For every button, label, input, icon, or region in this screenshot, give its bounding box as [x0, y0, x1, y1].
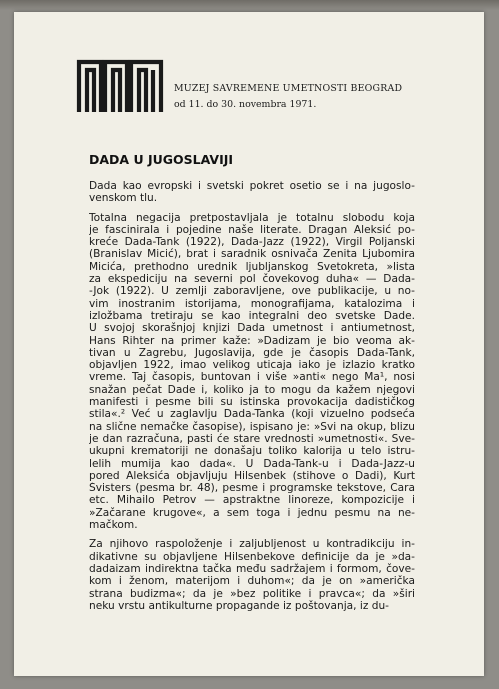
text-line: dikativne su objavljene Hilsenbekove definicije da je »da-	[89, 550, 415, 563]
background-shadow	[0, 0, 499, 10]
text-line: pored Aleksića objavljuju Hilsenbek (stihove o Dadi), Kurt	[89, 469, 415, 482]
text-line: Micića, prethodno urednik ljubljanskog Svetokreta, »lista	[89, 260, 415, 273]
text-line: stila«.² Već u zaglavlju Dada-Tanka (koji vizuelno podseća	[89, 408, 415, 421]
text-line: objavljen 1922, imao velikog uticaja iako je izlazio kratko	[89, 359, 415, 372]
text-line: neku vrstu antikulturne propagande iz poštovanja, iz du-	[89, 599, 390, 612]
text-line: Za njihovo raspoloženje i zaljubljenost u kontradikciju in-	[89, 538, 415, 551]
text-line: Totalna negacija pretpostavljala je totalnu slobodu koja	[89, 211, 415, 224]
text-line: kreće Dada-Tank (1922), Dada-Jazz (1922), Virgil Poljanski	[89, 236, 415, 249]
text-line: tivan u Zagrebu, Jugoslavija, gde je časopis Dada-Tank,	[89, 346, 415, 359]
museum-name: MUZEJ SAVREMENE UMETNOSTI BEOGRAD	[174, 83, 403, 94]
text-line: »Začarane krugove«, a sem toga i jednu pesmu na ne-	[89, 506, 415, 519]
document-title: DADA U JUGOSLAVIJI	[89, 152, 234, 167]
text-line: kom i ženom, materijom i duhom«; da je on »američka	[89, 575, 415, 588]
paragraph-gap	[89, 205, 415, 212]
text-line: etc. Mihailo Petrov — apstraktne linoreze, kompozicije i	[89, 494, 415, 507]
text-line: mačkom.	[89, 519, 138, 532]
text-line: Hans Rihter na primer kaže: »Dadizam je bio veoma ak-	[89, 334, 415, 347]
text-line: (Branislav Micić), brat i saradnik osnivača Zenita Ljubomira	[89, 248, 415, 261]
text-line: vreme. Taj časopis, buntovan i više »anti« nego Ma¹, nosi	[89, 371, 415, 384]
text-line: je dan razračuna, pasti će stare vrednosti »umetnosti«. Sve-	[89, 432, 415, 445]
text-line: za ekspediciju na severni pol čovekovog duha« — Dada-	[89, 273, 415, 286]
paragraph-gap	[89, 531, 415, 538]
text-line: izložbama tretiraju se kao integralni deo svetske Dade.	[89, 309, 415, 322]
text-line: vim inostranim istorijama, monografijama, katalozima i	[89, 297, 415, 310]
text-line: ukupni krematoriji ne donašaju toliko kalorija u telo istru-	[89, 445, 415, 458]
text-line: strana budizma«; da je »bez politike i pravca«; da »širi	[89, 587, 415, 600]
text-line: -Jok (1922). U zemlji zaboravljene, ove publikacije, u no-	[89, 285, 415, 298]
text-line: U svojoj skorašnjoj knjizi Dada umetnost i antiumetnost,	[89, 322, 415, 335]
text-line: Švisters (pesma br. 48), pesme i programske tekstove, Cara	[89, 482, 415, 495]
text-line: venskom tlu.	[89, 192, 158, 205]
museum-logo	[75, 56, 165, 114]
text-line: Dada kao evropski i svetski pokret osetio se i na jugoslo-	[89, 180, 415, 192]
text-line: snažan pečat Dade i, koliko ja to mogu da kažem njegovi	[89, 383, 415, 396]
text-line: na slične nemačke časopise), ispisano je: »Svi na okup, blizu	[89, 420, 415, 433]
document-body	[89, 180, 415, 612]
text-line: je fascinirala i pojedine naše literate. Dragan Aleksić po-	[89, 223, 415, 236]
text-line: manifesti i pesme bili su istinska provokacija dadističkog	[89, 396, 415, 409]
exhibition-dates: od 11. do 30. novembra 1971.	[174, 99, 317, 110]
text-line: lelih mumija kao dada«. U Dada-Tank-u i Dada-Jazz-u	[89, 457, 415, 470]
text-line: dadaizam indirektna tačka među sadržajem i formom, čove-	[89, 562, 415, 575]
